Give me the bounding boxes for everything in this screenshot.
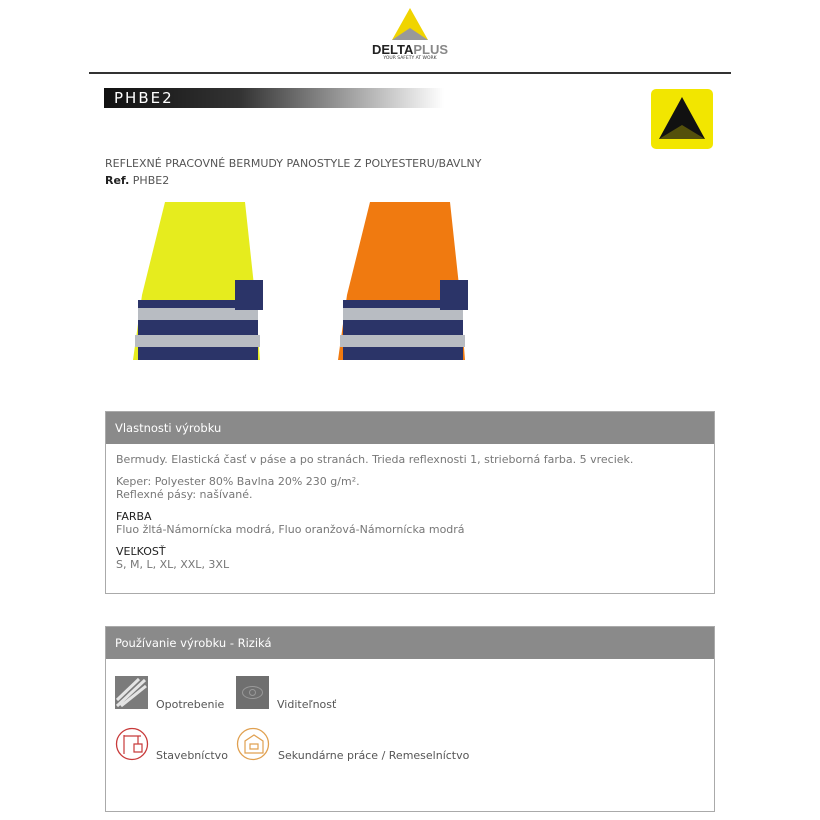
wear-icon — [115, 676, 148, 709]
eye-icon — [236, 676, 269, 709]
risk-label: Viditeľnosť — [277, 698, 337, 711]
color-label: FARBA — [116, 510, 152, 523]
deltaplus-logo — [350, 4, 470, 64]
risk-label: Sekundárne práce / Remeselníctvo — [278, 749, 470, 762]
header-divider — [89, 72, 731, 74]
brand-tagline: YOUR SAFETY AT WORK — [383, 56, 437, 61]
usage-panel — [105, 626, 715, 812]
house-icon — [236, 727, 270, 761]
orange-shorts-image — [335, 200, 475, 370]
delta-badge-icon — [651, 89, 713, 149]
risk-label: Stavebníctvo — [156, 749, 228, 762]
material: Keper: Polyester 80% Bavlna 20% 230 g/m². — [116, 475, 360, 488]
color-value: Fluo žltá-Námornícka modrá, Fluo oranžová-Námornícka modrá — [116, 523, 465, 536]
product-ref: Ref. PHBE2 — [105, 174, 170, 187]
reflective-strips: Reflexné pásy: našívané. — [116, 488, 253, 501]
product-title: REFLEXNÉ PRACOVNÉ BERMUDY PANOSTYLE Z POLYESTERU/BAVLNY — [105, 157, 482, 170]
yellow-shorts-image — [130, 200, 270, 370]
properties-description: Bermudy. Elastická časť v páse a po stranách. Trieda reflexnosti 1, strieborná farba. 5 vreciek. — [116, 453, 634, 466]
properties-header: Vlastnosti výrobku — [106, 412, 714, 444]
risk-label: Opotrebenie — [156, 698, 225, 711]
size-value: S, M, L, XL, XXL, 3XL — [116, 558, 230, 571]
reference-bar: PHBE2 — [104, 88, 444, 108]
properties-panel — [105, 411, 715, 594]
size-label: VEĽKOSŤ — [116, 545, 166, 558]
crane-icon — [115, 727, 149, 761]
usage-header: Používanie výrobku - Riziká — [106, 627, 714, 659]
delta-logo-icon — [390, 6, 430, 42]
brand-name: DELTAPLUS — [371, 42, 449, 57]
